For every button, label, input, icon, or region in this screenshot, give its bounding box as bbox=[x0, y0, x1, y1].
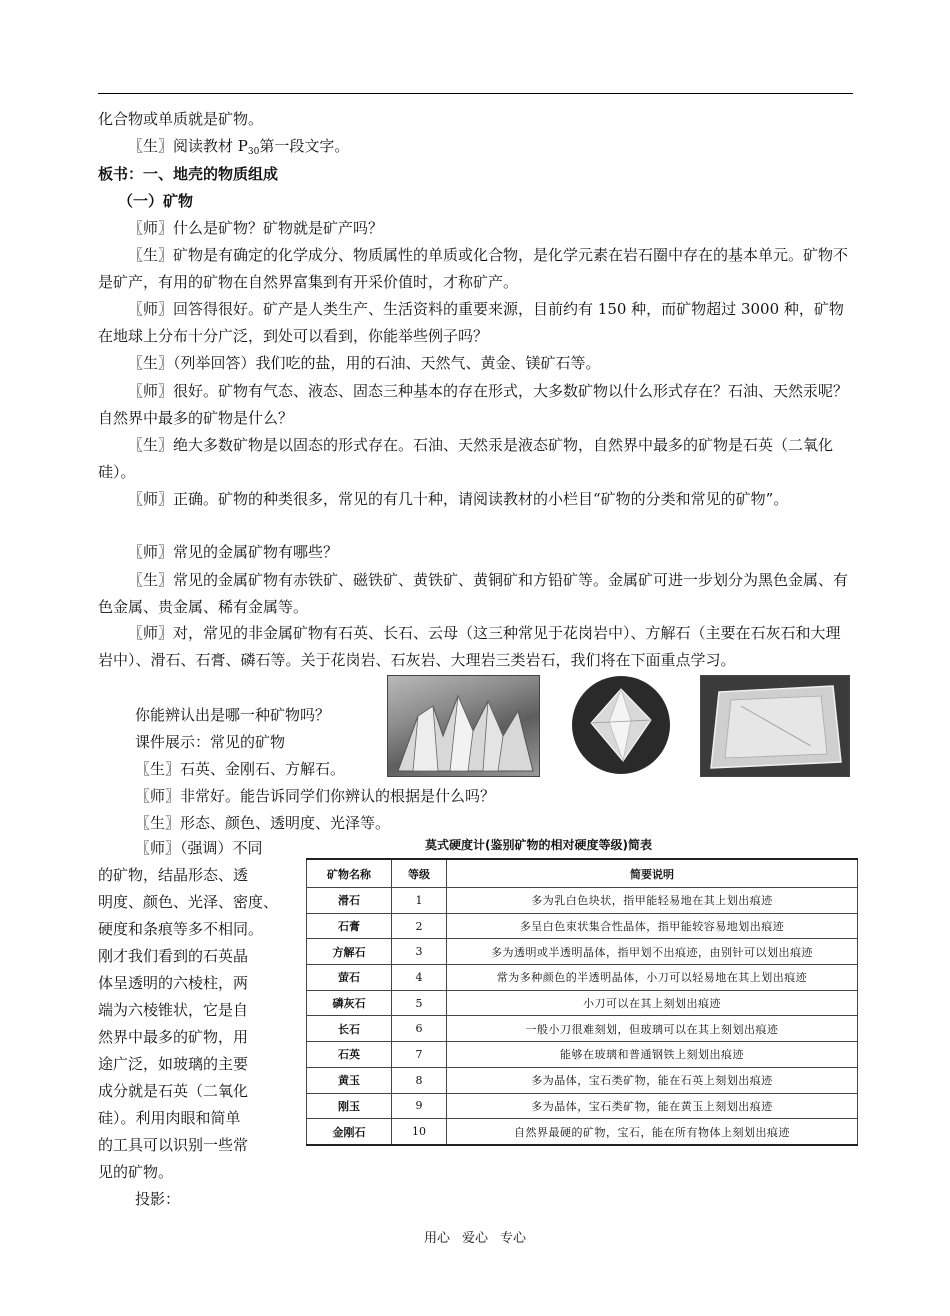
dialogue-line: 〖师〗对，常见的非金属矿物有石英、长石、云母（这三种常见于花岗岩中）、方解石（主要在石灰石和大理岩中）、滑石、石膏、磷石等。关于花岗岩、石灰岩、大理岩三类岩石，我们将在下面重点学习。 bbox=[98, 624, 841, 669]
description: 多为乳白色块状，指甲能轻易地在其上划出痕迹 bbox=[447, 888, 858, 914]
dialogue-line: 〖师〗正确。矿物的种类很多，常见的有几十种，请阅读教材的小栏目“矿物的分类和常见的矿物”。 bbox=[128, 490, 789, 508]
answer-line: 〖生〗石英、金刚石、方解石。 bbox=[135, 760, 346, 778]
dialogue-line: 〖生〗（列举回答）我们吃的盐，用的石油、天然气、黄金、镁矿石等。 bbox=[128, 354, 601, 372]
dialogue-line: 〖生〗矿物是有确定的化学成分、物质属性的单质或化合物，是化学元素在岩石圈中存在的基本单元。矿物不是矿产，有用的矿物在自然界富集到有开采价值时，才称矿产。 bbox=[98, 246, 849, 291]
table-row bbox=[307, 990, 858, 1016]
grade: 2 bbox=[392, 913, 447, 939]
description: 能够在玻璃和普通钢铁上刻划出痕迹 bbox=[447, 1042, 858, 1068]
mineral-name: 石膏 bbox=[307, 913, 392, 939]
mineral-name: 刚玉 bbox=[307, 1093, 392, 1119]
footer-word: 爱心 bbox=[461, 1231, 488, 1246]
grade: 6 bbox=[392, 1016, 447, 1042]
emphasis-line: 硅）。利用肉眼和简单 bbox=[98, 1109, 241, 1127]
header-description: 简要说明 bbox=[447, 859, 858, 888]
table-row bbox=[307, 888, 858, 914]
board-heading: 板书：一、地壳的物质组成 bbox=[98, 165, 279, 183]
description: 多为晶体，宝石类矿物，能在石英上刻划出痕迹 bbox=[447, 1067, 858, 1093]
table-row bbox=[307, 1016, 858, 1042]
section-heading: （一）矿物 bbox=[118, 192, 194, 210]
mineral-name: 黄玉 bbox=[307, 1067, 392, 1093]
emphasis-line: 途广泛，如玻璃的主要 bbox=[98, 1055, 249, 1073]
table-row bbox=[307, 965, 858, 991]
description: 自然界最硬的矿物，宝石，能在所有物体上刻划出痕迹 bbox=[447, 1119, 858, 1145]
table-header-row bbox=[307, 859, 858, 888]
table-row bbox=[307, 939, 858, 965]
dialogue-line: 〖生〗绝大多数矿物是以固态的形式存在。石油、天然汞是液态矿物，自然界中最多的矿物是石英（二氧化硅）。 bbox=[98, 436, 834, 481]
mineral-name: 磷灰石 bbox=[307, 990, 392, 1016]
table-row bbox=[307, 1119, 858, 1145]
quartz-photo bbox=[387, 675, 540, 777]
mineral-name: 长石 bbox=[307, 1016, 392, 1042]
description: 一般小刀很难刻划，但玻璃可以在其上刻划出痕迹 bbox=[447, 1016, 858, 1042]
projection-label: 投影： bbox=[135, 1190, 181, 1208]
mineral-name: 滑石 bbox=[307, 888, 392, 914]
student-basis: 〖生〗形态、颜色、透明度、光泽等。 bbox=[135, 814, 391, 832]
calcite-photo bbox=[700, 675, 850, 777]
emphasis-line: 的工具可以识别一些常 bbox=[98, 1136, 249, 1154]
footer-word: 用心 bbox=[423, 1231, 450, 1246]
reading-instruction: 〖生〗阅读教材 $P_{30}$第一段文字。 bbox=[128, 137, 350, 157]
emphasis-line: 端为六棱锥状，它是自 bbox=[98, 1001, 249, 1019]
mohs-hardness-table bbox=[306, 858, 858, 1146]
grade: 9 bbox=[392, 1093, 447, 1119]
grade: 1 bbox=[392, 888, 447, 914]
mineral-name: 方解石 bbox=[307, 939, 392, 965]
emphasis-line: 体呈透明的六棱柱，两 bbox=[98, 974, 249, 992]
dialogue-line: 〖生〗常见的金属矿物有赤铁矿、磁铁矿、黄铁矿、黄铜矿和方铅矿等。金属矿可进一步划分为黑色金属、有色金属、贵金属、稀有金属等。 bbox=[98, 571, 849, 616]
description: 小刀可以在其上刻划出痕迹 bbox=[447, 990, 858, 1016]
emphasis-line: 的矿物，结晶形态、透 bbox=[98, 866, 249, 884]
mineral-name: 萤石 bbox=[307, 965, 392, 991]
description: 多为透明或半透明晶体，指甲划不出痕迹，由别针可以划出痕迹 bbox=[447, 939, 858, 965]
dialogue-line: 〖师〗常见的金属矿物有哪些？ bbox=[128, 543, 339, 561]
dialogue-line: 〖师〗回答得很好。矿产是人类生产、生活资料的重要来源，目前约有 150 种，而矿物超过 3000 种，矿物在地球上分布十分广泛，到处可以看到，你能举些例子吗？ bbox=[98, 300, 844, 345]
table-row bbox=[307, 1093, 858, 1119]
diamond-photo bbox=[571, 675, 671, 775]
footer-word: 专心 bbox=[500, 1231, 527, 1246]
description: 常为多种颜色的半透明晶体，小刀可以轻易地在其上划出痕迹 bbox=[447, 965, 858, 991]
mineral-name: 金刚石 bbox=[307, 1119, 392, 1145]
header-mineral-name: 矿物名称 bbox=[307, 859, 392, 888]
top-fragment: 化合物或单质就是矿物。 bbox=[98, 110, 264, 128]
grade: 10 bbox=[392, 1119, 447, 1145]
grade: 8 bbox=[392, 1067, 447, 1093]
grade: 4 bbox=[392, 965, 447, 991]
emphasis-line: 硬度和条痕等多不相同。 bbox=[98, 920, 264, 938]
grade: 5 bbox=[392, 990, 447, 1016]
table-row bbox=[307, 1067, 858, 1093]
mineral-name: 石英 bbox=[307, 1042, 392, 1068]
question-line: 你能辨认出是哪一种矿物吗？ bbox=[135, 706, 331, 724]
page-footer bbox=[0, 1227, 950, 1246]
teacher-ask-basis: 〖师〗非常好。能告诉同学们你辨认的根据是什么吗？ bbox=[135, 787, 496, 805]
emphasis-line: 成分就是石英（二氧化 bbox=[98, 1082, 249, 1100]
description: 多为晶体，宝石类矿物，能在黄玉上刻划出痕迹 bbox=[447, 1093, 858, 1119]
dialogue-line: 〖师〗什么是矿物？矿物就是矿产吗？ bbox=[128, 219, 384, 237]
emphasis-line: 〖师〗（强调）不同 bbox=[135, 839, 263, 857]
grade: 3 bbox=[392, 939, 447, 965]
grade: 7 bbox=[392, 1042, 447, 1068]
courseware-line: 课件展示：常见的矿物 bbox=[135, 733, 286, 751]
emphasis-line: 明度、颜色、光泽、密度、 bbox=[98, 893, 279, 911]
mohs-table-title: 莫式硬度计(鉴别矿物的相对硬度等级)简表 bbox=[425, 838, 652, 852]
table-row bbox=[307, 1042, 858, 1068]
emphasis-line: 见的矿物。 bbox=[98, 1163, 174, 1181]
emphasis-line: 刚才我们看到的石英晶 bbox=[98, 947, 249, 965]
header-grade: 等级 bbox=[392, 859, 447, 888]
diamond-crystal-icon bbox=[571, 675, 671, 775]
calcite-crystal-icon bbox=[701, 676, 849, 776]
dialogue-line: 〖师〗很好。矿物有气态、液态、固态三种基本的存在形式，大多数矿物以什么形式存在？石油、天然汞呢？自然界中最多的矿物是什么？ bbox=[98, 382, 849, 427]
emphasis-line: 然界中最多的矿物，用 bbox=[98, 1028, 249, 1046]
quartz-crystal-icon bbox=[388, 676, 539, 776]
header-rule bbox=[98, 93, 853, 94]
description: 多呈白色束状集合性晶体，指甲能较容易地划出痕迹 bbox=[447, 913, 858, 939]
table-row bbox=[307, 913, 858, 939]
